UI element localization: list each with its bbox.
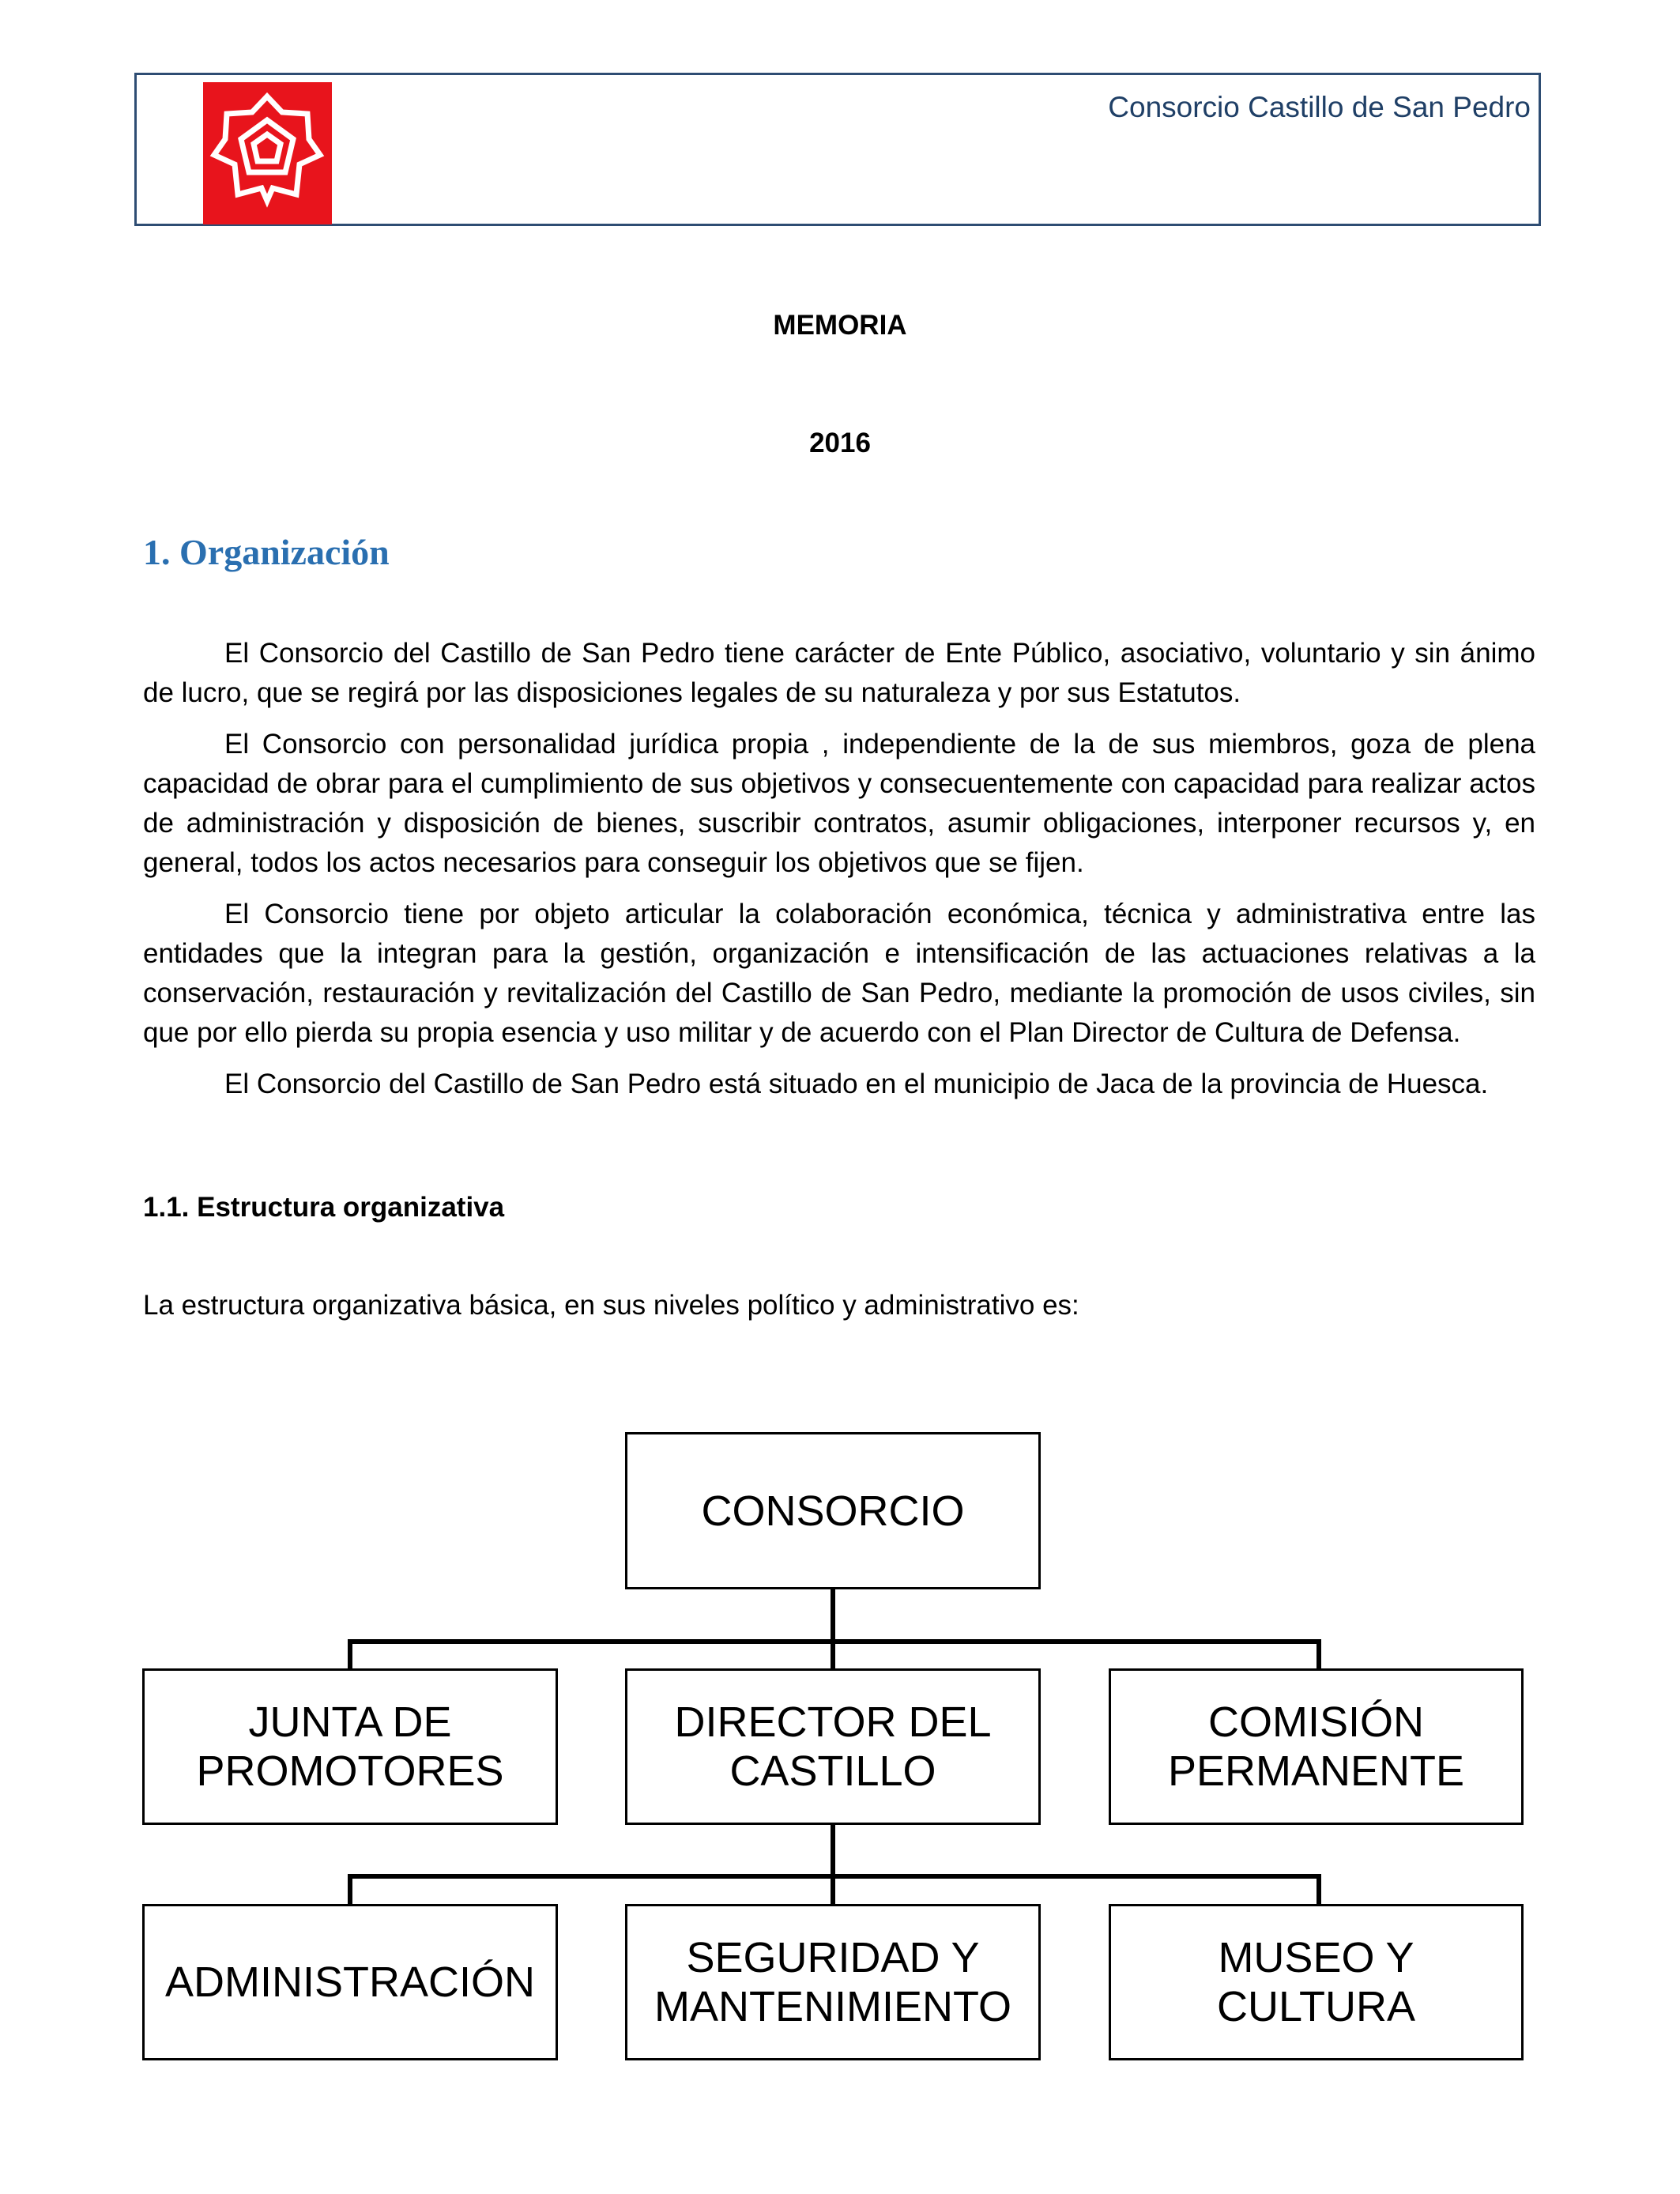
connector-line: [1317, 1874, 1321, 1904]
org-box-director-castillo: DIRECTOR DEL CASTILLO: [625, 1668, 1041, 1825]
connector-line: [348, 1639, 352, 1668]
connector-line: [1317, 1639, 1321, 1668]
paragraph: El Consorcio del Castillo de San Pedro tiene carácter de Ente Público, asociativo, voluntario y sin ánimo de lucro, que se regirá por las disposiciones legales de su naturaleza y por sus Estatutos.: [143, 638, 1535, 708]
section-heading-organizacion: 1. Organización: [143, 532, 390, 572]
subsection-heading-estructura: 1.1. Estructura organizativa: [143, 1192, 505, 1223]
org-box-administracion: ADMINISTRACIÓN: [142, 1904, 558, 2060]
connector-line: [831, 1825, 835, 1904]
org-box-comision-permanente: COMISIÓN PERMANENTE: [1109, 1668, 1524, 1825]
connector-line: [348, 1874, 352, 1904]
document-year: 2016: [809, 428, 871, 458]
org-box-museo-cultura: MUSEO Y CULTURA: [1109, 1904, 1524, 2060]
intro-text: La estructura organizativa básica, en sus niveles político y administrativo es:: [143, 1290, 1079, 1321]
connector-line: [831, 1589, 835, 1668]
connector-line: [348, 1874, 1321, 1879]
paragraph: El Consorcio del Castillo de San Pedro está situado en el municipio de Jaca de la provincia de Huesca.: [224, 1069, 1489, 1099]
paragraph: El Consorcio tiene por objeto articular la colaboración económica, técnica y administrativa entre las entidades que la integran para la gestión, organización e intensificación de las actuaciones relativas a la conservación, restauración y revitalización del Castillo de San Pedro, mediante la promoción de usos civiles, sin que por ello pierda su propia esencia y uso militar y de acuerdo con el Plan Director de Cultura de Defensa.: [143, 899, 1535, 1048]
connector-line: [348, 1639, 1321, 1644]
org-box-junta-promotores: JUNTA DE PROMOTORES: [142, 1668, 558, 1825]
organization-name: Consorcio Castillo de San Pedro: [1108, 91, 1531, 123]
org-box-seguridad-mantenimiento: SEGURIDAD Y MANTENIMIENTO: [625, 1904, 1041, 2060]
paragraph: El Consorcio con personalidad jurídica propia , independiente de la de sus miembros, goza de plena capacidad de obrar para el cumplimiento de sus objetivos y consecuentemente con capacidad para realizar actos de administración y disposición de bienes, suscribir contratos, asumir obligaciones, interponer recursos y, en general, todos los actos necesarios para conseguir los objetivos que se fijen.: [143, 729, 1535, 878]
org-box-consorcio: CONSORCIO: [625, 1432, 1041, 1589]
document-title: MEMORIA: [773, 310, 907, 341]
